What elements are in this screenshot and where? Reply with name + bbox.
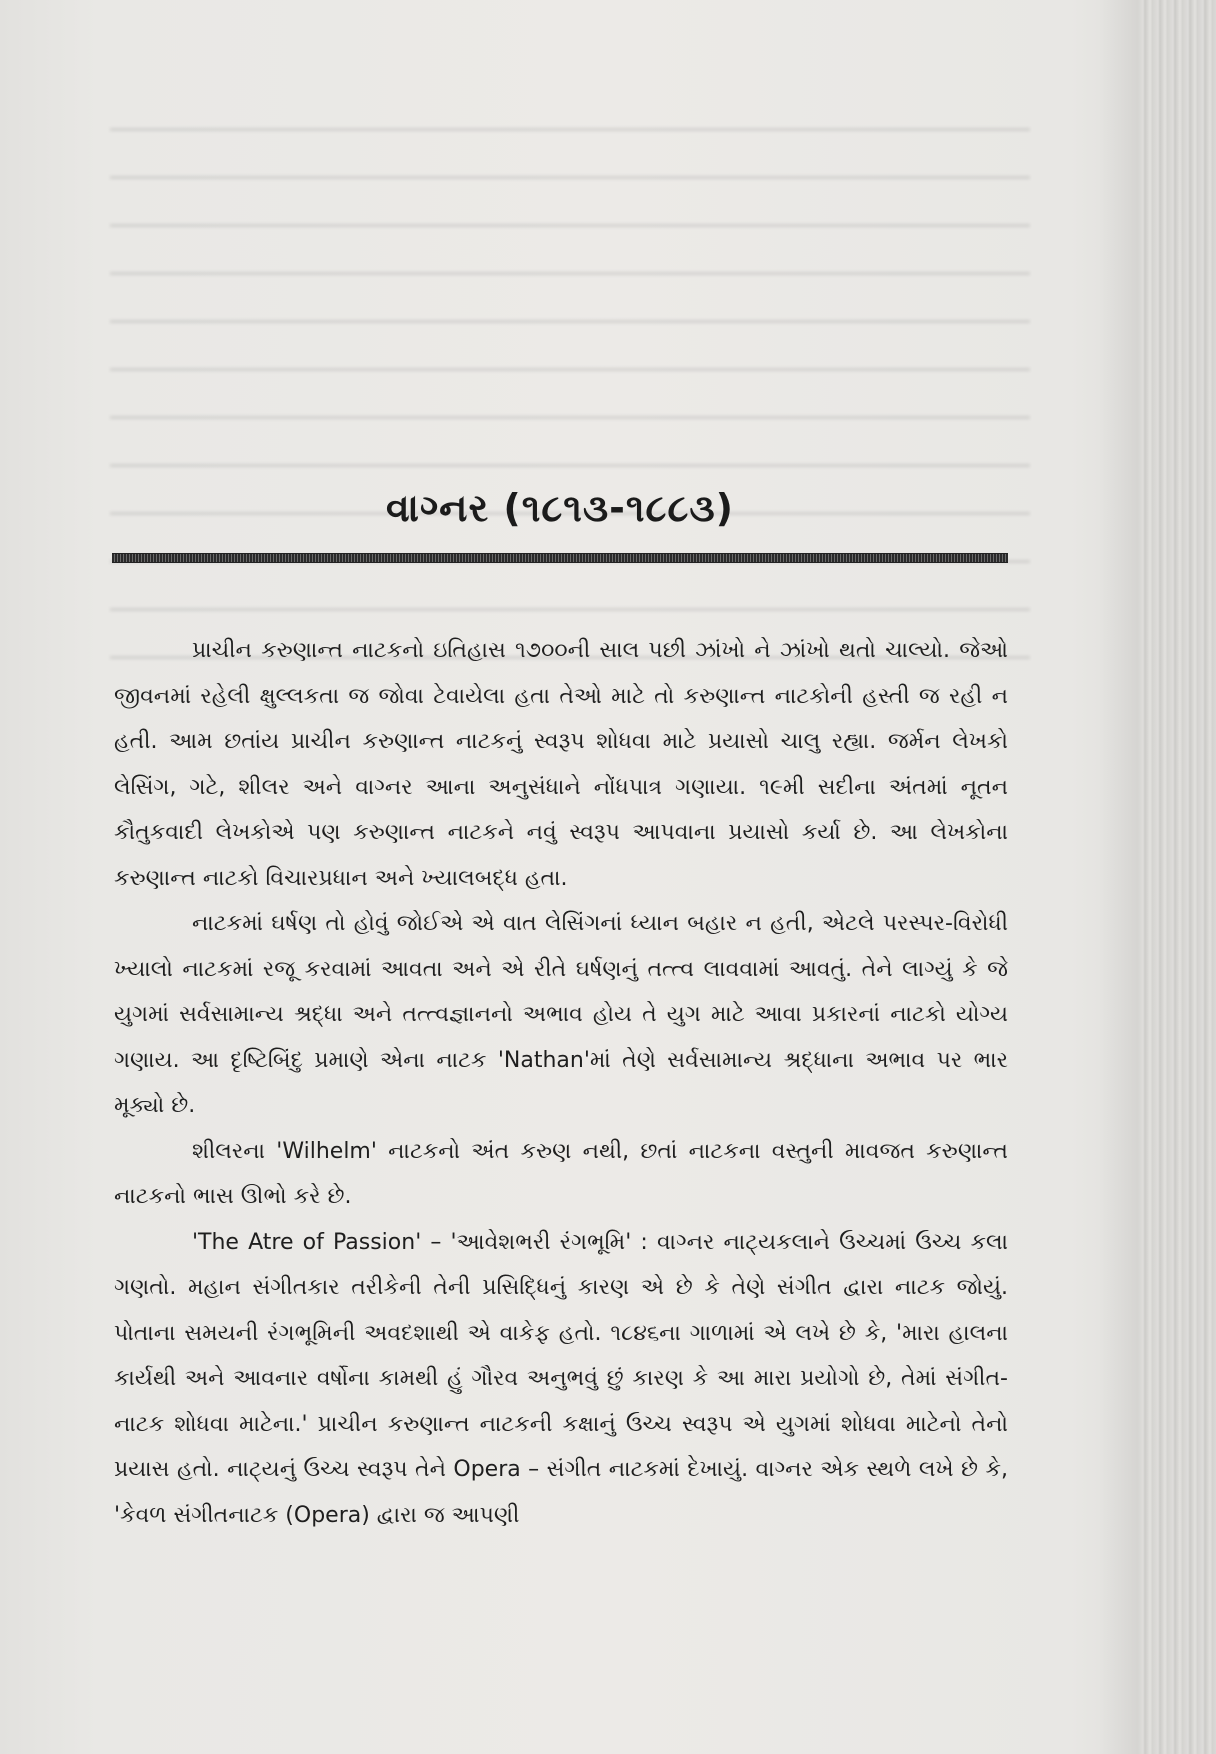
chapter-title: વાગ્નર (૧૮૧૩-૧૮૮૩) [385, 486, 735, 530]
paragraph-4: 'The Atre of Passion' – 'આવેશભરી રંગભૂમિ' : વાગ્નર નાટ્યકલાને ઉચ્ચમાં ઉચ્ચ કલા ગણતો. મહાન સંગીતકાર તરીકેની તેની પ્રસિદ્ધિનું કારણ એ છે કે તેણે સંગીત દ્વારા નાટક જોયું. પોતાના સમયની રંગભૂમિની અવદશાથી એ વાકેફ હતો. ૧૮૪૬ના ગાળામાં એ લખે છે કે, 'મારા હાલના કાર્યથી અને આવનાર વર્ષોના કામથી હું ગૌરવ અનુભવું છું કારણ કે આ મારા પ્રયોગો છે, તેમાં સંગીત-નાટક શોધવા માટેના.' પ્રાચીન કરુણાન્ત નાટકની કક્ષાનું ઉચ્ચ સ્વરૂપ એ યુગમાં શોધવા માટેનો તેનો પ્રયાસ હતો. નાટ્યનું ઉચ્ચ સ્વરૂપ તેને Opera – સંગીત નાટકમાં દેખાયું. વાગ્નર એક સ્થળે લખે છે કે, 'કેવળ સંગીતનાટક (Opera) દ્વારા જ આપણી [114, 1229, 1008, 1528]
title-divider-rule [112, 553, 1008, 563]
book-spine-edge [1138, 0, 1216, 1754]
bleed-through-text [110, 100, 1030, 660]
paragraph-3: શીલરના 'Wilhelm' નાટકનો અંત કરુણ નથી, છતાં નાટકના વસ્તુની માવજત કરુણાન્ત નાટકનો ભાસ ઊભો કરે છે. [114, 1138, 1008, 1209]
paragraph-1: પ્રાચીન કરુણાન્ત નાટકનો ઇતિહાસ ૧૭૦૦ની સાલ પછી ઝાંખો ને ઝાંખો થતો ચાલ્યો. જેઓ જીવનમાં રહેલી ક્ષુલ્લકતા જ જોવા ટેવાયેલા હતા તેઓ માટે તો કરુણાન્ત નાટકોની હસ્તી જ રહી ન હતી. આમ છતાંય પ્રાચીન કરુણાન્ત નાટકનું સ્વરૂપ શોધવા માટે પ્રયાસો ચાલુ રહ્યા. જર્મન લેખકો લેસિંગ, ગટે, શીલર અને વાગ્નર આના અનુસંધાને નોંધપાત્ર ગણાયા. ૧૯મી સદીના અંતમાં નૂતન કૌતુકવાદી લેખકોએ પણ કરુણાન્ત નાટકને નવું સ્વરૂપ આપવાના પ્રયાસો કર્યા છે. આ લેખકોના કરુણાન્ત નાટકો વિચારપ્રધાન અને ખ્યાલબદ્ધ હતા. [114, 638, 1008, 891]
gutter-shadow [1098, 0, 1138, 1754]
chapter-body [114, 628, 1008, 1538]
paragraph-2: નાટકમાં ઘર્ષણ તો હોવું જોઈએ એ વાત લેસિંગનાં ધ્યાન બહાર ન હતી, એટલે પરસ્પર-વિરોધી ખ્યાલો નાટકમાં રજૂ કરવામાં આવતા અને એ રીતે ઘર્ષણનું તત્ત્વ લાવવામાં આવતું. તેને લાગ્યું કે જે યુગમાં સર્વસામાન્ય શ્રદ્ધા અને તત્ત્વજ્ઞાનનો અભાવ હોય તે યુગ માટે આવા પ્રકારનાં નાટકો યોગ્ય ગણાય. આ દૃષ્ટિબિંદુ પ્રમાણે એના નાટક 'Nathan'માં તેણે સર્વસામાન્ય શ્રદ્ધાના અભાવ પર ભાર મૂક્યો છે. [114, 911, 1009, 1118]
